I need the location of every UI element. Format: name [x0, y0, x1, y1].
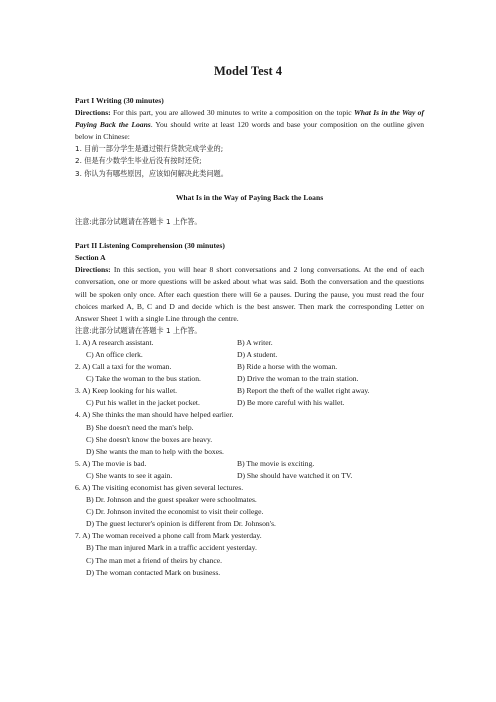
- part2-heading: Part II Listening Comprehension (30 minutes): [75, 241, 225, 251]
- outline-item: 3. 你认为有哪些原因，应该如何解决此类问题。: [75, 168, 228, 178]
- choice: D) The guest lecturer's opinion is different from Dr. Johnson's.: [86, 519, 276, 529]
- section-heading: Section A: [75, 253, 106, 263]
- essay-title: What Is in the Way of Paying Back the Loans: [175, 192, 324, 202]
- question-row: [75, 385, 424, 397]
- answer-sheet-note: 注意:此部分试题请在答题卡 1 上作答。: [75, 216, 202, 226]
- answer-sheet-note: 注意:此部分试题请在答题卡 1 上作答。: [75, 325, 202, 335]
- question-row: [75, 361, 424, 373]
- question-row: [75, 337, 424, 349]
- choice: C) She wants to see it again.: [86, 470, 173, 480]
- outline-item: 1. 目前一部分学生是通过银行贷款完成学业的;: [75, 144, 224, 154]
- page-title: Model Test 4: [213, 64, 283, 78]
- choice: B) Ride a horse with the woman.: [237, 362, 338, 372]
- choice: C) An office clerk.: [86, 349, 143, 359]
- question-row: [75, 373, 424, 385]
- choice: C) Dr. Johnson invited the economist to visit their college.: [86, 507, 264, 517]
- choice: 1. A) A research assistant.: [75, 337, 154, 347]
- choice: D) A student.: [237, 349, 278, 359]
- choice: 4. A) She thinks the man should have helped earlier.: [75, 410, 234, 420]
- choice: D) She wants the man to help with the boxes.: [86, 446, 224, 456]
- choice: C) Put his wallet in the jacket pocket.: [86, 398, 200, 408]
- choice: B) Report the theft of the wallet right away.: [237, 386, 370, 396]
- part2-directions: [75, 264, 424, 324]
- choice: B) Dr. Johnson and the guest speaker were schoolmates.: [86, 495, 257, 505]
- directions-text: For this part, you are allowed 30 minutes to write a composition on the topic: [110, 108, 354, 118]
- directions-text: In this section, you will hear 8 short conversations and 2 long conversations. At the end of each conversation, one or more questions will be asked about what was said. Both the conversation and the questions will be spoken only once. After each question there will 6e a pauses. During the pause, you must read the four choices marked A, B, C and D and decide which is the best answer. Then mark the corresponding Letter on Answer Sheet 1 with a single Line through the centre.: [75, 265, 424, 323]
- part1-heading: Part I Writing (30 minutes): [75, 96, 164, 105]
- directions-text: . You should write at least 120 words and base your composition on the outline given below in Chinese:: [75, 120, 424, 142]
- choice: C) She doesn't know the boxes are heavy.: [86, 434, 213, 444]
- choice: B) The man injured Mark in a traffic accident yesterday.: [86, 543, 257, 553]
- choice: B) A writer.: [237, 337, 273, 347]
- question-row: [75, 349, 424, 361]
- essay-topic: What Is in the Way of Paying Back the Loans: [75, 108, 424, 130]
- question-row: [75, 458, 424, 470]
- choice: C) Take the woman to the bus station.: [86, 374, 201, 384]
- choice: 5. A) The movie is bad.: [75, 458, 147, 468]
- outline-item: 2. 但是有少数学生毕业后没有按时还贷;: [75, 156, 202, 166]
- choice: D) Drive the woman to the train station.: [237, 374, 359, 384]
- part1-directions: [75, 107, 424, 143]
- choice: D) Be more careful with his wallet.: [237, 398, 345, 408]
- question-row: [75, 470, 424, 482]
- question-row: [75, 397, 424, 409]
- choice: 6. A) The visiting economist has given several lectures.: [75, 483, 244, 492]
- content: [75, 95, 424, 579]
- choice: C) The man met a friend of theirs by chance.: [86, 555, 223, 565]
- directions-label: Directions:: [75, 265, 111, 275]
- directions-label: Directions:: [75, 108, 111, 118]
- choice: 7. A) The woman received a phone call from Mark yesterday.: [75, 531, 262, 541]
- choice: B) She doesn't need the man's help.: [86, 422, 194, 432]
- choice: 2. A) Call a taxi for the woman.: [75, 362, 172, 372]
- choice: D) The woman contacted Mark on business.: [86, 567, 221, 577]
- choice: 3. A) Keep looking for his wallet.: [75, 386, 178, 396]
- choice: B) The movie is exciting.: [237, 458, 315, 468]
- choice: D) She should have watched it on TV.: [237, 470, 353, 480]
